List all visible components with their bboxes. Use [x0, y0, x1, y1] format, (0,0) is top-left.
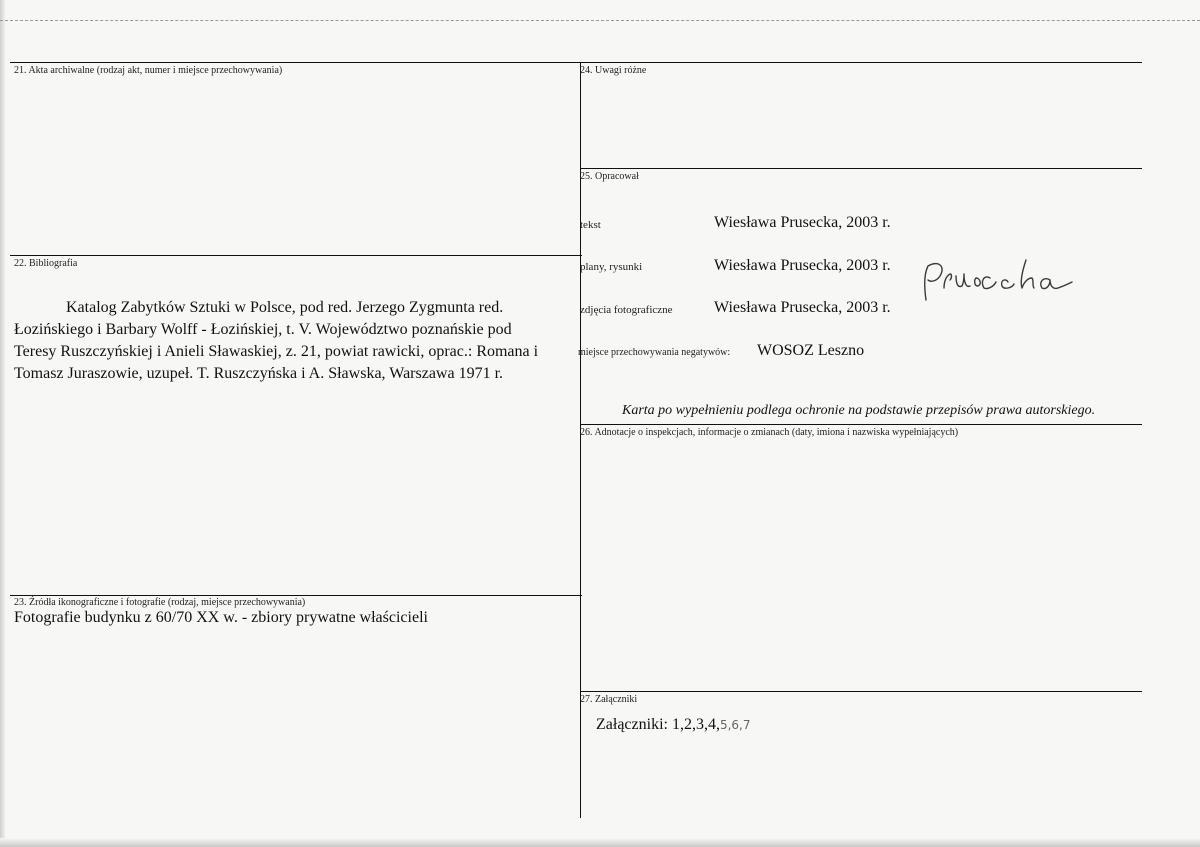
- bibliography-line: Katalog Zabytków Sztuki w Polsce, pod red. Jerzego Zygmunta red.: [66, 299, 504, 316]
- bibliography-line: Tomasz Juraszowie, uzupeł. T. Ruszczyńska i A. Sławska, Warszawa 1971 r.: [14, 365, 504, 382]
- section-25-top-rule: [580, 168, 1142, 169]
- copyright-note: Karta po wypełnieniu podlega ochronie na podstawie przepisów prawa autorskiego.: [622, 403, 1096, 418]
- attachments-handwritten: 5,6,7: [719, 718, 751, 732]
- section-21-top-rule: [10, 62, 582, 63]
- section-26-top-rule: [580, 424, 1142, 425]
- section-21-label: 21. Akta archiwalne (rodzaj akt, numer i miejsce przechowywania): [14, 65, 283, 76]
- section-26-label: 26. Adnotacje o inspekcjach, informacje o zmianach (daty, imiona i nazwiska wypełniających): [580, 427, 959, 438]
- attachments-value: [596, 716, 751, 734]
- section-22-top-rule: [10, 255, 582, 256]
- scan-edge-left: [0, 0, 6, 847]
- section-22-label: 22. Bibliografia: [14, 258, 78, 269]
- negatives-value: WOSOZ Leszno: [757, 342, 865, 359]
- section-27-label: 27. Załączniki: [580, 694, 638, 705]
- author-photos-value: Wiesława Prusecka, 2003 r.: [714, 299, 891, 316]
- author-drawings-label: plany, rysunki: [580, 261, 643, 273]
- attachments-typed: Załączniki: 1,2,3,4,: [596, 716, 720, 733]
- bibliography-line: Łozińskiego i Barbary Wolff - Łozińskiej, t. V. Województwo poznańskie pod: [14, 321, 512, 338]
- author-drawings-value: Wiesława Prusecka, 2003 r.: [714, 257, 891, 274]
- handwritten-signature: [918, 252, 1088, 317]
- author-photos-label: zdjęcia fotograficzne: [580, 304, 673, 316]
- scan-edge-bottom: [0, 838, 1200, 847]
- section-24-label: 24. Uwagi różne: [580, 65, 647, 76]
- section-27-top-rule: [580, 691, 1142, 692]
- author-text-label: tekst: [580, 219, 601, 231]
- section-23-top-rule: [10, 595, 582, 596]
- section-23-value: Fotografie budynku z 60/70 XX w. - zbiory prywatne właścicieli: [14, 609, 428, 626]
- section-24-top-rule: [580, 62, 1142, 63]
- section-25-label: 25. Opracował: [580, 171, 639, 182]
- fold-line: [0, 20, 1200, 21]
- bibliography-text: [14, 297, 580, 385]
- section-23-label: 23. Źródła ikonograficzne i fotografie (rodzaj, miejsce przechowywania): [14, 597, 306, 608]
- bibliography-line: Teresy Ruszczyńskiej i Anieli Sławaskiej, z. 21, powiat rawicki, oprac.: Romana i: [14, 343, 539, 360]
- negatives-label: miejsce przechowywania negatywów:: [578, 347, 731, 358]
- author-text-value: Wiesława Prusecka, 2003 r.: [714, 214, 891, 231]
